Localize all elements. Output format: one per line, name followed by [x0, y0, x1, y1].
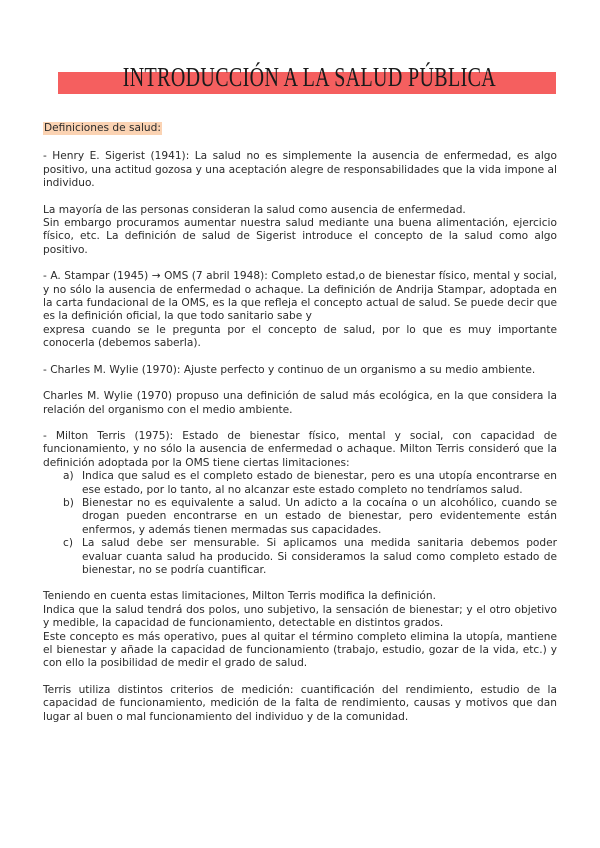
wylie-explanation: Charles M. Wylie (1970) propuso una definición de salud más ecológica, en la que considera la relación del organismo con el medio ambiente.: [43, 390, 557, 416]
list-item-text: Indica que salud es el completo estado de bienestar, pero es una utopía encontrarse en ese estado, por lo tanto, al no alcanzar este estado completo no tendríamos salud.: [82, 470, 557, 496]
stampar-definition: [43, 270, 557, 350]
list-item: [63, 470, 557, 497]
majority-line-2: Sin embargo procuramos aumentar nuestra salud mediante una buena alimentación, ejercicio físico, etc. La definición de salud de Sigerist introduce el concepto de la salud como algo positivo.: [43, 217, 557, 256]
wylie-definition: - Charles M. Wylie (1970): Ajuste perfecto y continuo de un organismo a su medio ambiente.: [43, 363, 536, 376]
limitations-list: [43, 470, 557, 577]
list-marker: b): [63, 496, 74, 509]
list-item: [63, 537, 557, 577]
stampar-part-1: - A. Stampar (1945) → OMS (7 abril 1948): Completo estad,o de bienestar físico, mental y social, y no sólo la ausencia de enfermedad o achaque. La definición de Andrija Stampar, adoptada en la carta fundacional de la OMS, es la que refleja el concepto actual de salud. Se puede decir que es la definición oficial, la que todo sanitario sabe y: [43, 270, 557, 323]
terris-mod-line-3: Este concepto es más operativo, pues al quitar el término completo elimina la utopía, mantiene el bienestar y añade la capacidad de funcionamiento (trabajo, estudio, gozar de la vida, etc.) y con ello la posibilidad de medir el grado de salud.: [43, 630, 557, 670]
list-marker: a): [63, 470, 74, 483]
section-label: Definiciones de salud:: [44, 122, 161, 134]
document-body: [43, 122, 557, 737]
stampar-part-2: expresa cuando se le pregunta por el concepto de salud, por lo que es muy importante conocerla (debemos saberla).: [43, 323, 557, 350]
majority-paragraph: [43, 204, 557, 258]
majority-line-1: La mayoría de las personas consideran la salud como ausencia de enfermedad.: [43, 203, 466, 216]
terris-mod-line-1: Teniendo en cuenta estas limitaciones, Milton Terris modifica la definición.: [43, 590, 436, 603]
terris-modification: [43, 590, 557, 670]
terris-mod-line-2: Indica que la salud tendrá dos polos, uno subjetivo, la sensación de bienestar; y el otro objetivo y medible, la capacidad de funcionamiento, detectable en distintos grados.: [43, 603, 557, 630]
terris-definition: - Milton Terris (1975): Estado de bienestar físico, mental y social, con capacidad de funcionamiento, y no sólo la ausencia de enfermedad o achaque. Milton Terris consideró que la definición adoptada por la OMS tiene ciertas limitaciones:: [43, 429, 557, 469]
list-item-text: La salud debe ser mensurable. Si aplicamos una medida sanitaria debemos poder evaluar cuanta salud ha producido. Si consideramos la salud como completo estado de bienestar, no se podría cuantificar.: [82, 537, 557, 576]
list-marker: c): [63, 537, 73, 550]
sigerist-definition: - Henry E. Sigerist (1941): La salud no es simplemente la ausencia de enfermedad, es algo positivo, una actitud gozosa y una aceptación alegre de responsabilidades que la vida impone al individuo.: [43, 150, 557, 190]
terris-criteria: Terris utiliza distintos criterios de medición: cuantificación del rendimiento, estudio de la capacidad de funcionamiento, medición de la falta de rendimiento, causas y motivos que dan lugar al buen o mal funcionamiento del individuo y de la comunidad.: [43, 683, 557, 723]
list-item-text: Bienestar no es equivalente a salud. Un adicto a la cocaína o un alcohólico, cuando se drogan pueden encontrarse en un estado de bienestar, pero evidentemente están enfermos, y además tienen mermadas sus capacidades.: [82, 496, 557, 536]
page-title: INTRODUCCIÓN A LA SALUD PÚBLICA: [122, 62, 497, 92]
list-item: [63, 496, 557, 537]
